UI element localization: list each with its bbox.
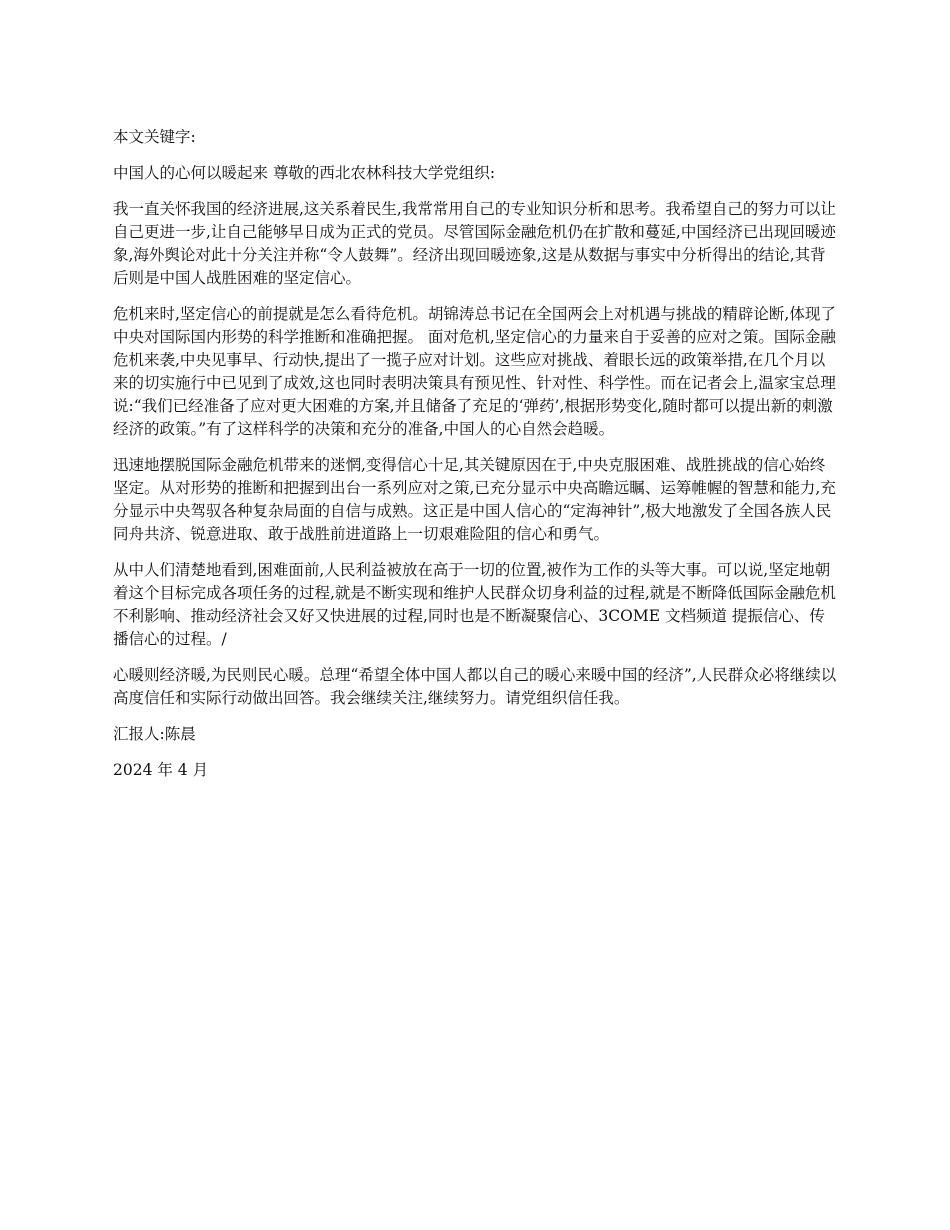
document-page [113, 126, 837, 795]
body-paragraph-1: 我一直关怀我国的经济进展,这关系着民生,我常常用自己的专业知识分析和思考。我希望自己的努力可以让自己更进一步,让自己能够早日成为正式的党员。尽管国际金融危机仍在扩散和蔓延,中国经济已出现回暖迹象,海外舆论对此十分关注并称“令人鼓舞”。经济出现回暖迹象,这是从数据与事实中分析得出的结论,其背后则是中国人战胜困难的坚定信心。 [113, 200, 836, 287]
report-date: 2024 年 4 月 [113, 761, 209, 779]
body-paragraph-5: 心暖则经济暖,为民则民心暖。总理“希望全体中国人都以自己的暖心来暖中国的经济”,人民群众必将继续以高度信任和实际行动做出回答。我会继续关注,继续努力。请党组织信任我。 [113, 666, 837, 707]
reporter-signature: 汇报人:陈晨 [113, 725, 196, 743]
keywords-label: 本文关键字: [113, 128, 196, 146]
body-paragraph-4: 从中人们清楚地看到,困难面前,人民利益被放在高于一切的位置,被作为工作的头等大事。可以说,坚定地朝着这个目标完成各项任务的过程,就是不断实现和维护人民群众切身利益的过程,就是不断降低国际金融危机不利影响、推动经济社会又好又快进展的过程,同时也是不断凝聚信心、3COME 文档频道 提振信心、传播信心的过程。/ [113, 561, 836, 648]
salutation: 中国人的心何以暖起来 尊敬的西北农林科技大学党组织: [113, 164, 496, 182]
body-paragraph-2: 危机来时,坚定信心的前提就是怎么看待危机。胡锦涛总书记在全国两会上对机遇与挑战的精辟论断,体现了中央对国际国内形势的科学推断和准确把握。 面对危机,坚定信心的力量来自于妥善的应对之策。国际金融危机来袭,中央见事早、行动快,提出了一揽子应对计划。这些应对挑战、着眼长远的政策举措,在几个月以来的切实施行中已见到了成效,这也同时表明决策具有预见性、针对性、科学性。而在记者会上,温家宝总理说:“我们已经准备了应对更大困难的方案,并且储备了充足的‘弹药’,根据形势变化,随时都可以提出新的刺激经济的政策。”有了这样科学的决策和充分的准备,中国人的心自然会趋暖。 [113, 305, 836, 438]
body-paragraph-3: 迅速地摆脱国际金融危机带来的迷惘,变得信心十足,其关键原因在于,中央克服困难、战胜挑战的信心始终坚定。从对形势的推断和把握到出台一系列应对之策,已充分显示中央高瞻远瞩、运筹帷幄的智慧和能力,充分显示中央驾驭各种复杂局面的自信与成熟。这正是中国人信心的“定海神针”,极大地激发了全国各族人民同舟共济、锐意进取、敢于战胜前进道路上一切艰难险阻的信心和勇气。 [113, 456, 836, 543]
